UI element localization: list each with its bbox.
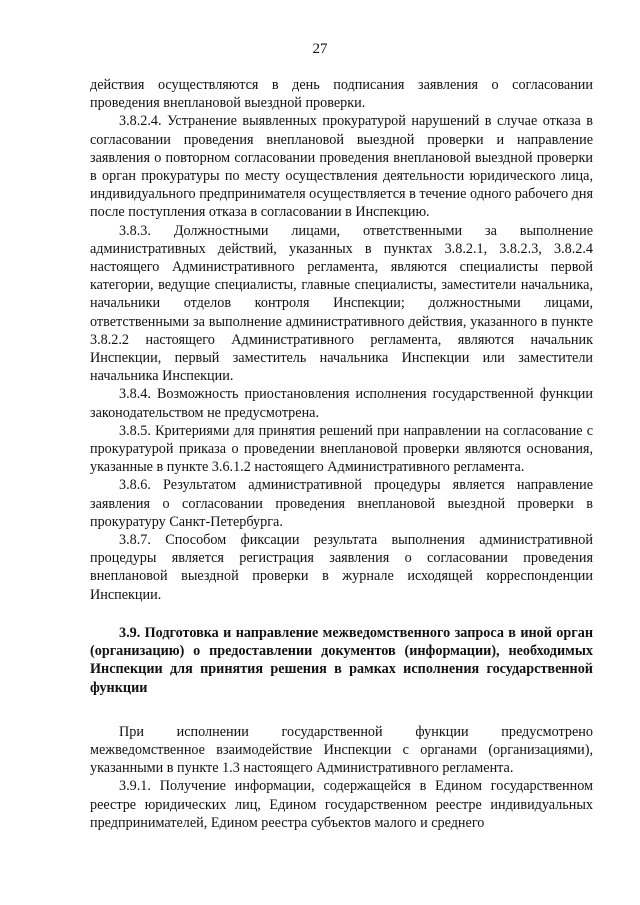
paragraph-3-8-4: 3.8.4. Возможность приостановления исполнения государственной функции законодательством не предусмотрена.: [90, 386, 593, 421]
paragraph-3-8-5: 3.8.5. Критериями для принятия решений при направлении на согласование с прокуратурой приказа о проведении внеплановой проверки являются основания, указанные в пункте 3.6.1.2 настоящего Административного регламента.: [90, 422, 593, 476]
paragraph-3-8-6: 3.8.6. Результатом административной процедуры является направление заявления о согласовании проведения внеплановой выездной проверки в прокуратуру Санкт-Петербурга.: [90, 477, 593, 530]
paragraph-3-9-1: 3.9.1. Получение информации, содержащейся в Едином государственном реестре юридических лиц, Едином государственном реестре индивидуальных предпринимателей, Едином реестра субъектов малого и среднего: [90, 778, 593, 831]
paragraph-continuation: действия осуществляются в день подписания заявления о согласовании проведения внеплановой выездной проверки.: [90, 77, 593, 112]
paragraph-3-8-3: 3.8.3. Должностными лицами, ответственными за выполнение административных действий, указанных в пунктах 3.8.2.1, 3.8.2.3, 3.8.2.4 настоящего Административного регламента, являются специалисты первой категории, ведущие специалисты, главные специалисты, заместители начальника, начальники отделов контроля Инспекции; должностными лицами, ответственными за выполнение административного действия, указанного в пункте 3.8.2.2 настоящего Административного регламента, являются начальник Инспекции, первый заместитель начальника Инспекции или заместители начальника Инспекции.: [90, 222, 593, 385]
paragraph-interaction: При исполнении государственной функции предусмотрено межведомственное взаимодействие Инспекции с органами (организациями), указанными в пункте 1.3 настоящего Административного регламента.: [90, 723, 593, 777]
paragraph-3-8-2-4: 3.8.2.4. Устранение выявленных прокуратурой нарушений в случае отказа в согласовании проведения внеплановой выездной проверки и направление заявления о повторном согласовании проведения внеплановой выездной проверки в орган прокуратуры по месту осуществления деятельности юридического лица, индивидуального предпринимателя осуществляется в течение одного рабочего дня после поступления отказа в согласовании в Инспекцию.: [90, 113, 593, 221]
document-body: [90, 76, 593, 832]
page-number: 27: [312, 41, 328, 57]
section-heading-3-9: 3.9. Подготовка и направление межведомственного запроса в иной орган (организацию) о предоставлении документов (информации), необходимых Инспекции для принятия решения в рамках исполнения государственной функции: [90, 624, 593, 696]
paragraph-3-8-7: 3.8.7. Способом фиксации результата выполнения административной процедуры является регистрация заявления о согласовании проведения внеплановой выездной проверки в журнале исходящей корреспонденции Инспекции.: [90, 532, 593, 603]
